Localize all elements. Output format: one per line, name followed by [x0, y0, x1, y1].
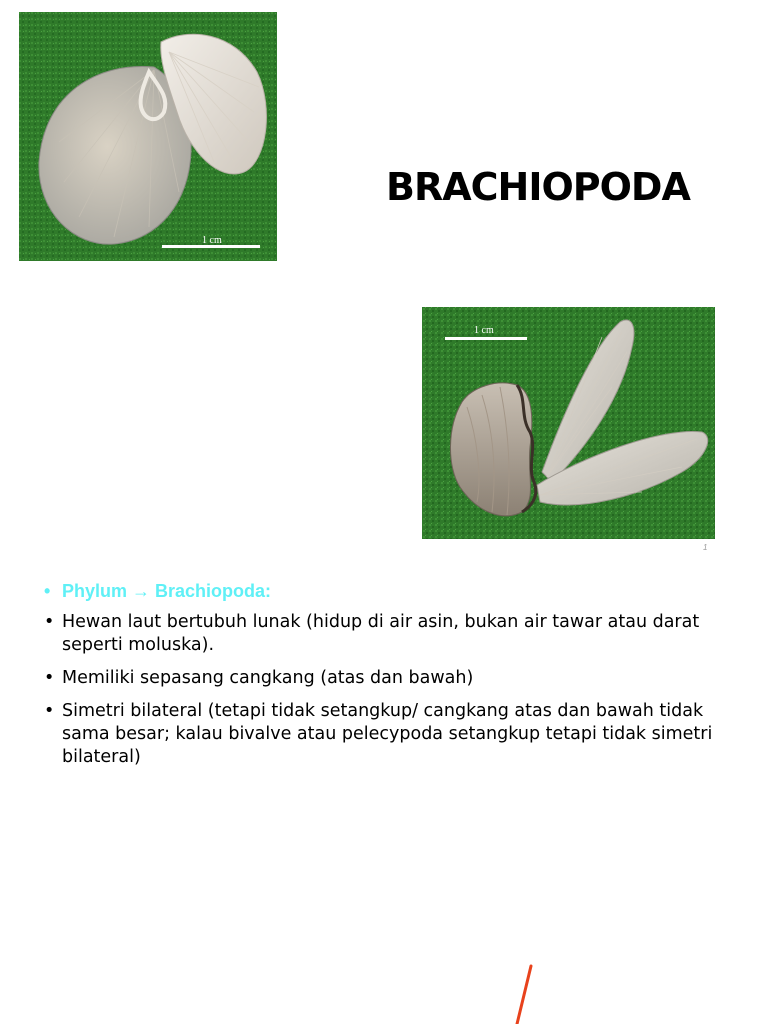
bullet-heading: [44, 580, 734, 603]
bullet-dot: •: [44, 668, 55, 688]
bullet-dot: •: [44, 612, 55, 632]
scale-label: 1 cm: [474, 325, 494, 336]
bullet-dot: •: [44, 581, 51, 601]
scale-label: 1 cm: [202, 235, 222, 246]
bullet-dot: •: [44, 701, 55, 721]
bullet-text: Simetri bilateral (tetapi tidak setangkup/ cangkang atas dan bawah tidak sama besar; kalau bivalve atau pelecypoda setangkup tetapi tidak simetri bilateral): [62, 701, 713, 767]
slide-number: 1: [703, 543, 708, 552]
bullet-text: Hewan laut bertubuh lunak (hidup di air asin, bukan air tawar atau darat seperti moluska).: [62, 612, 700, 655]
bullet-item: [44, 667, 734, 690]
bullet-item: [44, 700, 734, 769]
brachiopod-photo-open-shell: [19, 12, 277, 261]
annotation-line: [500, 960, 560, 1024]
bullet-text: Memiliki sepasang cangkang (atas dan bawah): [62, 668, 474, 688]
bullet-item: [44, 611, 734, 657]
page-title: BRACHIOPODA: [386, 165, 690, 210]
brachiopod-photo-valves-spread: [422, 307, 715, 539]
phylum-heading: Phylum → Brachiopoda:: [62, 581, 272, 601]
bullet-list: [44, 580, 734, 779]
